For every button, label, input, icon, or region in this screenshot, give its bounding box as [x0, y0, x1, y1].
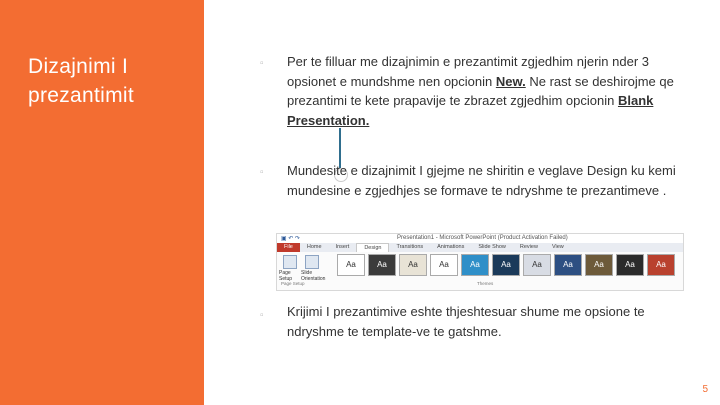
blank-presentation-text: Blank Presentation.: [287, 93, 654, 128]
theme-thumbnail[interactable]: Aa: [399, 254, 427, 276]
paragraph-templates: Krijimi I prezantimive eshte thjeshtesuar shume me opsione te ndryshme te template-ve te gatshme.: [287, 304, 645, 339]
theme-thumbnail[interactable]: Aa: [337, 254, 365, 276]
slide-title: Dizajnimi I prezantimit: [28, 55, 135, 107]
paragraph-new-options: Per te filluar me dizajnimin e prezantimit zgjedhim njerin nder 3 opsionet e mundshme nen opcionin New. Ne rast se deshirojme qe prezantimi te kete prapavije te zbrazet zgjedhim opcionin Blank Presentation.: [287, 54, 674, 128]
theme-thumbnail[interactable]: Aa: [554, 254, 582, 276]
tab-view[interactable]: View: [551, 244, 564, 250]
theme-thumbnail[interactable]: Aa: [523, 254, 551, 276]
bullet-icon: ▫: [260, 167, 264, 178]
tab-slide-show[interactable]: Slide Show: [478, 244, 506, 250]
tab-review[interactable]: Review: [519, 244, 538, 250]
theme-thumbnail[interactable]: Aa: [616, 254, 644, 276]
powerpoint-ribbon-screenshot: [276, 233, 684, 291]
theme-thumbnail[interactable]: Aa: [368, 254, 396, 276]
page-number: 5: [702, 384, 708, 395]
theme-thumbnail[interactable]: Aa: [430, 254, 458, 276]
ribbon-titlebar: [277, 234, 683, 243]
tab-insert[interactable]: Insert: [335, 244, 350, 250]
tab-transitions[interactable]: Transitions: [396, 244, 424, 250]
bullet-icon: ▫: [260, 310, 264, 321]
paragraph-design-tab: Mundesite e dizajnimit I gjejme ne shiritin e veglave Design ku kemi mundesine e zgjedhjes se formave te ndryshme te prezantimeve .: [287, 163, 676, 198]
theme-thumbnail[interactable]: Aa: [585, 254, 613, 276]
theme-thumbnail[interactable]: Aa: [461, 254, 489, 276]
tab-file[interactable]: File: [277, 243, 300, 252]
page-setup-icon[interactable]: [283, 255, 297, 269]
bullet-icon: ▫: [260, 58, 264, 69]
new-option-text: New.: [495, 73, 526, 89]
ribbon-body: [277, 252, 683, 290]
quick-access-toolbar[interactable]: ▣ ↶ ↷: [281, 236, 301, 242]
window-title: Presentation1 - Microsoft PowerPoint (Product Activation Failed): [397, 235, 568, 241]
theme-thumbnail[interactable]: Aa: [647, 254, 675, 276]
tab-animations[interactable]: Animations: [437, 244, 465, 250]
tab-design[interactable]: Design: [356, 243, 389, 252]
themes-group-label: Themes: [477, 281, 494, 286]
page-setup-button[interactable]: Page Setup: [279, 270, 293, 282]
slide-orientation-button[interactable]: Slide Orientation: [301, 270, 326, 282]
tab-home[interactable]: Home: [306, 244, 322, 250]
slide-orientation-icon[interactable]: [305, 255, 319, 269]
ribbon-tabs: [277, 243, 683, 252]
page-setup-group-label: Page Setup: [281, 281, 305, 286]
theme-thumbnail[interactable]: Aa: [492, 254, 520, 276]
